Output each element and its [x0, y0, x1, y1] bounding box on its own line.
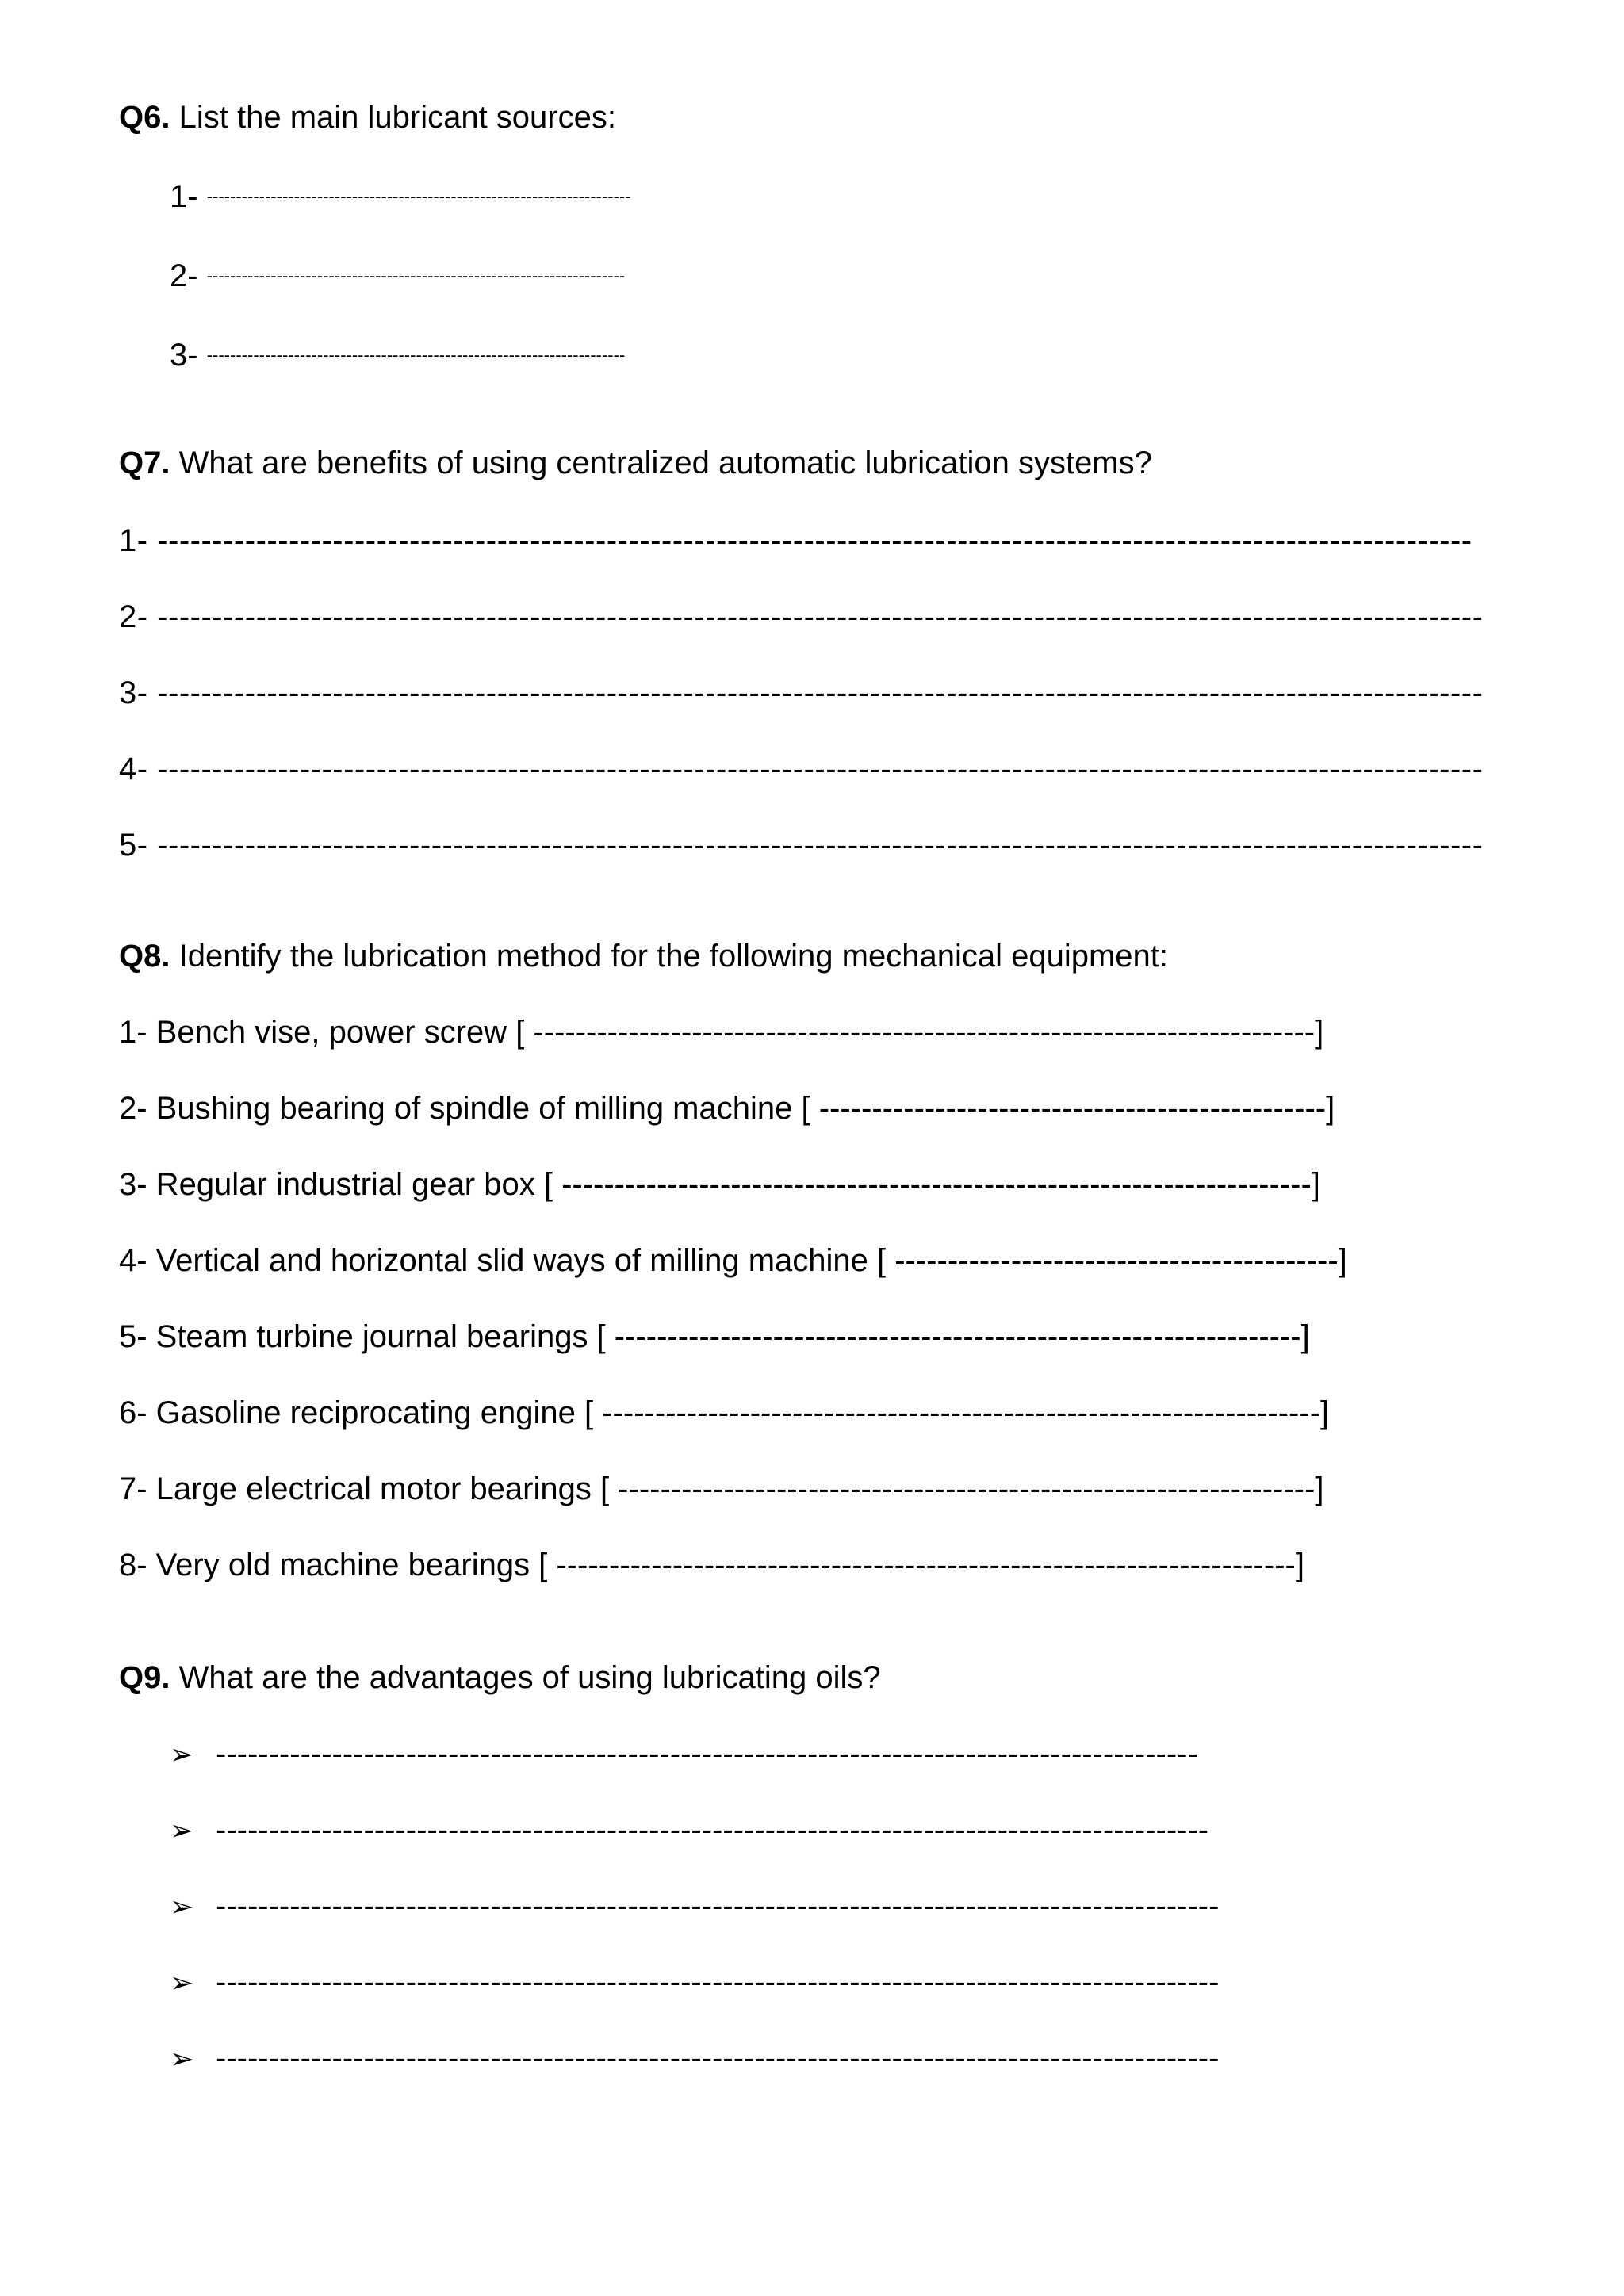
- q6-item-label: 2-: [170, 258, 198, 293]
- q7-item-3[interactable]: 3- -------------------------------------------------------------------------------------------------------------------------: [119, 675, 1484, 710]
- arrow-bullet-icon: ➢: [170, 1966, 194, 1999]
- q8-item-8[interactable]: 8- Very old machine bearings [ ----------------------------------------------------------------------]: [119, 1548, 1304, 1582]
- q8-number: Q8.: [119, 939, 170, 974]
- q7-text: What are benefits of using centralized automatic lubrication systems?: [178, 446, 1152, 480]
- q9-text: What are the advantages of using lubricating oils?: [178, 1660, 881, 1695]
- q7-item-4[interactable]: 4- -------------------------------------------------------------------------------------------------------------------------: [119, 752, 1484, 786]
- answer-blank[interactable]: ---------------------------------------------------------------------------------------------: [216, 1736, 1198, 1771]
- q8-item-4[interactable]: 4- Vertical and horizontal slid ways of milling machine [ ------------------------------------------]: [119, 1243, 1347, 1278]
- answer-blank[interactable]: -----------------------------------------------------------------------------------------------: [216, 1965, 1220, 1999]
- arrow-bullet-icon: ➢: [170, 1738, 194, 1770]
- q8-heading: [119, 937, 1168, 975]
- q6-item-1[interactable]: [170, 178, 631, 216]
- arrow-bullet-icon: ➢: [170, 1814, 194, 1846]
- q7-item-5[interactable]: 5- -------------------------------------------------------------------------------------------------------------------------: [119, 828, 1484, 863]
- q9-number: Q9.: [119, 1660, 170, 1695]
- arrow-bullet-icon: ➢: [170, 2042, 194, 2075]
- q8-item-1[interactable]: 1- Bench vise, power screw [ --------------------------------------------------------------------------]: [119, 1015, 1324, 1050]
- q8-item-3[interactable]: 3- Regular industrial gear box [ -----------------------------------------------------------------------]: [119, 1167, 1320, 1202]
- q9-item-1[interactable]: [170, 1735, 1280, 1774]
- q6-item-2[interactable]: [170, 257, 625, 295]
- answer-blank[interactable]: -----------------------------------------------------------------------------------------------: [216, 2041, 1220, 2076]
- q6-number: Q6.: [119, 100, 170, 135]
- q9-item-4[interactable]: [170, 1963, 1280, 2002]
- q8-text: Identify the lubrication method for the following mechanical equipment:: [178, 939, 1168, 974]
- q9-item-2[interactable]: [170, 1811, 1280, 1850]
- answer-blank[interactable]: ----------------------------------------------------------------------------------------------: [216, 1812, 1209, 1847]
- q6-heading: [119, 98, 616, 136]
- q7-heading: [119, 444, 1152, 482]
- q7-item-1[interactable]: 1- ------------------------------------------------------------------------------------------------------------------------: [119, 523, 1473, 558]
- q6-text: List the main lubricant sources:: [178, 100, 616, 135]
- arrow-bullet-icon: ➢: [170, 1890, 194, 1923]
- answer-blank[interactable]: -------------------------------------------------------------------------: [206, 186, 631, 206]
- q9-heading: [119, 1659, 881, 1697]
- q8-item-6[interactable]: 6- Gasoline reciprocating engine [ --------------------------------------------------------------------]: [119, 1395, 1330, 1430]
- q8-item-5[interactable]: 5- Steam turbine journal bearings [ -----------------------------------------------------------------]: [119, 1319, 1310, 1354]
- q7-number: Q7.: [119, 446, 170, 480]
- answer-blank[interactable]: ------------------------------------------------------------------------: [206, 345, 626, 365]
- answer-blank[interactable]: ------------------------------------------------------------------------: [206, 266, 626, 285]
- answer-blank[interactable]: -----------------------------------------------------------------------------------------------: [216, 1888, 1220, 1923]
- q6-item-label: 3-: [170, 338, 198, 373]
- q9-item-5[interactable]: [170, 2039, 1280, 2078]
- q9-item-3[interactable]: [170, 1887, 1280, 1926]
- q8-item-2[interactable]: 2- Bushing bearing of spindle of milling machine [ ------------------------------------------------]: [119, 1091, 1335, 1126]
- q6-item-3[interactable]: [170, 336, 625, 374]
- q6-item-label: 1-: [170, 179, 198, 214]
- q7-item-2[interactable]: 2- -------------------------------------------------------------------------------------------------------------------------: [119, 599, 1484, 634]
- q8-item-7[interactable]: 7- Large electrical motor bearings [ ------------------------------------------------------------------]: [119, 1471, 1324, 1506]
